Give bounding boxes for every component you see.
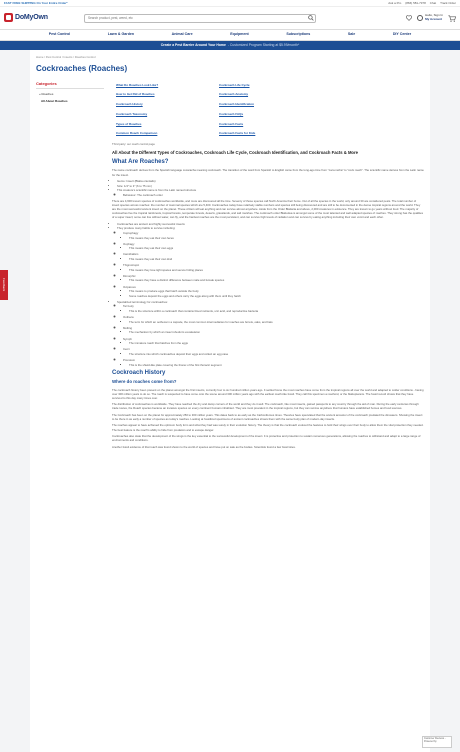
header-actions	[406, 14, 456, 21]
paragraph: The cockroach history been present on the planet amongst the first insects, currently four to six hundred million years ago. It settled home the most roaches have come from the tropical regions all over the world and adapted to colder conditions - having over 300 million years to do so. The roach is suspected to have come onto the scene around 300 million years ago with the earliest roach-like fossil. They call this specimen a roachoid, or the blattopterans. The fossil record shows that they have survived to this day many times over.	[112, 387, 424, 400]
list-item: ◦ Nymph	[123, 337, 424, 341]
subsection-heading-where: Where do roaches come from?	[112, 379, 177, 385]
page-title: Cockroaches (Roaches)	[36, 64, 128, 74]
sidebar-item-roaches[interactable]: « Roaches	[39, 92, 54, 97]
list-item: • They produce many habits to survive including:	[117, 226, 424, 230]
shipping-banner[interactable]: FAST FREE SHIPPING On Your Entire Order*	[4, 0, 68, 5]
nav-equipment[interactable]: Equipment	[230, 32, 249, 37]
list-item: ◦ Pronotum	[123, 358, 424, 362]
sub-list	[123, 257, 424, 261]
search-bar	[84, 14, 316, 23]
paragraph: There are 4,600 known species of cockroaches worldwide, and more are discovered all the time. Seventy of those species call North America their home. Out of all the species in the world, only around 30 are considered pests. The total number of insect species across roaches: the number of mammal species which are 5,400. Cockroaches today have relatively stable numbers and species still being discovered and are still to be documented in the dense tropical regions around the world. They are the most successful ancient insect on the planet. These critters will eat anything and can survive almost anywhere. Aside from the Order Blattaria and above, 2,000 creatures in existence. They are known to go years without food. The majority of cockroaches live the tropical rainforests, tropical forests, temperate forests, deserts, grasslands, and salt marshes. The cockroach order Blattodea is amongst some of the most talented and well adapted species of roaches. They strong has the qualities of a super insect; some can live without water, can fly, and the hardest roaches are the most persistent, and can survive high levels of radiation and can survive by eating anything including their own vomit and each other.	[112, 199, 423, 220]
sub-list	[123, 330, 424, 334]
toc-link[interactable]: Cockroach FAQs	[219, 111, 244, 116]
list-item: ◦ Cannibalism	[123, 252, 424, 256]
sub-list	[117, 304, 424, 366]
nav-lawn-garden[interactable]: Lawn & Garden	[107, 32, 135, 37]
list-item: ◦ Coprophagy	[123, 231, 424, 235]
toc-link[interactable]: Cockroach Anatomy	[219, 92, 249, 97]
section-heading-history: Cockroach History	[112, 369, 166, 376]
paragraph: Another fossil evidence of that roach was found shown to the world of species and have put on sale as the bodies. Scientists found a few fossil sites.	[112, 444, 296, 449]
list-item: • Size: 1/4" to 3" (6 to 75 mm)	[117, 184, 424, 188]
toc-link[interactable]: Common Roach Comparison	[116, 131, 158, 136]
list-item: ▪ This means they have a distinct difference between male and female species	[129, 278, 424, 282]
account-text	[425, 14, 443, 21]
search-icon	[308, 15, 314, 21]
logo-icon	[4, 13, 13, 22]
nav-sale[interactable]: Sale	[347, 32, 356, 37]
list-item: ◦ Dimorphic	[123, 274, 424, 278]
main-nav	[0, 29, 460, 41]
list-item: ◦ Oophagy	[123, 242, 424, 246]
feedback-tab[interactable]: Feedback	[0, 270, 8, 300]
top-utility-bar	[0, 0, 460, 7]
toc-link[interactable]: Cockroach Life Cycle	[219, 82, 250, 87]
sub-list	[123, 268, 424, 272]
nav-subscriptions[interactable]: Subscriptions	[286, 32, 311, 37]
list-item: ◦ Tar body	[123, 304, 424, 308]
list-item: ▪ This is the structure within a cockroach that contains blood nutrients, uric acid, and reproductive bacteria	[129, 309, 424, 313]
list-item: • Cockroaches are ancient and highly successful insects	[117, 222, 424, 226]
list-item: ▪ This means they eat their own feces	[129, 236, 424, 240]
user-icon	[417, 15, 423, 21]
list-item: ▪ The term for which an ootheca in a capsule, the most common intermediaries for roaches are ferrets, oaks, and bats	[129, 320, 424, 324]
promo-subtitle: - Customized Program Starting at $5.99/month*	[227, 43, 300, 48]
list-item: ◦ Thigmotropic	[123, 263, 424, 267]
list-item: • Specialized terminology for cockroaches:	[117, 300, 424, 304]
content-container	[30, 50, 430, 752]
toc-link[interactable]: Cockroach Identification	[219, 102, 255, 107]
list-item: • This creature's scientific name is from the Latin named structure	[117, 188, 424, 192]
list-item: ◦ Behaviour: The cockroach order	[123, 193, 424, 197]
list-item: ▪ This means they eat their own kind	[129, 257, 424, 261]
phone-link[interactable]: (866) 581-7378	[405, 0, 426, 5]
quick-facts-list	[112, 179, 424, 197]
paragraph: The distribution of cockroaches is worldwide. They have reached the dry and damp corners of the world and they do it well. The cockroach, like most insects, gained passports to any country through the aid of man. During the early centuries through trade routes, the Roach species became an invasive species on every continent humans inhabited. They are most prevalent in the tropical regions, but they can survive anywhere that humans have established homes and food sources.	[112, 402, 419, 411]
nav-pest-control[interactable]: Pest Control	[48, 32, 71, 37]
site-header	[0, 7, 460, 29]
toc-link[interactable]: Cockroach Facts for Kids	[219, 131, 256, 136]
track-order-link[interactable]: Track Order	[440, 0, 456, 5]
toc-link[interactable]: What Do Roaches Look Like?	[116, 82, 159, 87]
cart-icon[interactable]	[448, 15, 456, 22]
sub-list	[123, 320, 424, 324]
related-note: Third party: our roach control page	[112, 141, 155, 146]
list-item: ▪ This means to produce eggs that hatch outside the body	[129, 289, 424, 293]
sub-list	[123, 289, 424, 298]
list-item: ▪ This is the shield-like plate covering the thorax of the first thoracic segment	[129, 363, 424, 367]
list-item: ▪ The structure into which cockroaches deposit their eggs and collect an egg case	[129, 352, 424, 356]
sub-list	[123, 363, 424, 367]
nav-diy-center[interactable]: DIY Center	[392, 32, 412, 37]
logo-text: DoMyOwn	[15, 13, 48, 21]
sign-in-text: Hello, Sign In	[425, 13, 443, 18]
list-item: ◦ Cerci	[123, 347, 424, 351]
intro-heading: All About the Different Types of Cockroaches, Cockroach Life Cycle, Cockroach Identification, and Cockroach Facts & More	[112, 149, 358, 155]
list-item: ▪ The mechanism by which an insect sheds its exoskeleton	[129, 330, 424, 334]
sub-list	[117, 193, 424, 197]
sub-list	[117, 231, 424, 298]
account-menu[interactable]	[417, 14, 443, 21]
site-logo[interactable]	[4, 13, 76, 23]
list-item: ▪ Some roaches deposit the eggs and others carry the eggs along with them until they hatch	[129, 294, 424, 298]
paragraph: The Cockroach has been on the planet for approximately 250 to 300 million years. This dates back to as early as the Carboniferous times. Theories have speculated that the ancient ancestor of the cockroach predated the dinosaurs. Showing the insect to be there in as early a number of species as today's roaches. Looking at fossilized specimens of ancient cockroaches shows them with the same body plan of modern-day insects.	[112, 412, 423, 421]
sub-list	[123, 236, 424, 240]
list-item: ▪ This means they eat their own eggs	[129, 246, 424, 250]
list-item: ▪ The immature roach that hatches from the eggs	[129, 341, 424, 345]
chat-link[interactable]: Chat	[429, 0, 437, 5]
sub-list	[123, 341, 424, 345]
page-layout	[36, 81, 424, 452]
toc-link[interactable]: How to Get Rid of Roaches	[116, 92, 155, 97]
my-account-text: My Account	[425, 17, 443, 21]
promo-title: Create a Pest Barrier Around Your Home	[160, 43, 226, 48]
search-button[interactable]	[306, 14, 315, 23]
sidebar-heading: Categories	[36, 81, 104, 90]
nav-animal-care[interactable]: Animal Care	[171, 32, 193, 37]
section-heading-what: What Are Roaches?	[112, 158, 169, 165]
list-item: • Genre: Insect (Blatta orientalis)	[117, 179, 424, 183]
sub-list	[123, 352, 424, 356]
search-input[interactable]	[88, 16, 238, 20]
list-item: ▪ This means they love tight spaces and secure hiding places	[129, 268, 424, 272]
sidebar	[36, 81, 104, 452]
toc-link[interactable]: Cockroach Taxonomy	[116, 111, 148, 116]
reviews-badge[interactable]: Customer Reviews - Powered by	[422, 736, 452, 748]
toc-link[interactable]: Cockroach History	[116, 102, 143, 107]
sub-list	[123, 278, 424, 282]
paragraph: Cockroaches also state that the development of the wings is the key essential to the successful development of the insect. It is protective and protection to sustain numerous generations, allowing the roaches to withstand and adapt to a large range of environments and conditions.	[112, 434, 421, 443]
list-item: ◦ Molting	[123, 326, 424, 330]
sidebar-item-all-about-roaches[interactable]: All About Roaches	[41, 98, 68, 103]
sub-list	[123, 246, 424, 250]
sub-list	[123, 309, 424, 313]
utility-links	[388, 1, 456, 5]
toc-link[interactable]: Cockroach Facts	[219, 121, 244, 126]
main-content	[112, 81, 424, 452]
ask-a-pro-link[interactable]: Ask a Pro	[388, 0, 402, 5]
breadcrumb[interactable]: Home / Pest Control / Insects / Roaches Control	[36, 55, 96, 59]
promo-banner[interactable]	[0, 41, 460, 50]
list-item: ◦ Oviparous	[123, 285, 424, 289]
paragraph: The name cockroach derives from the Spanish language cucaracha meaning cockroach. The transition of the word from Spanish to English came from the long-ago time from "cuca racha" to "cock roach". The scientific name derives from the Latin name for the insect.	[112, 168, 424, 177]
heart-icon[interactable]	[406, 15, 412, 21]
features-list	[112, 222, 424, 367]
paragraph: The roaches appear to have achieved the optimum body form and what they had was surely in their evolution history. The theory is that the cockroach evolved the features to hold their wings over their body to allow them the vital protection they needed. The best feature is the roach's ability to hide from predators and to escape danger.	[112, 423, 424, 432]
table-of-contents	[116, 83, 316, 136]
list-item: ◦ Ootheca	[123, 315, 424, 319]
toc-link[interactable]: Types of Roaches	[116, 121, 142, 126]
